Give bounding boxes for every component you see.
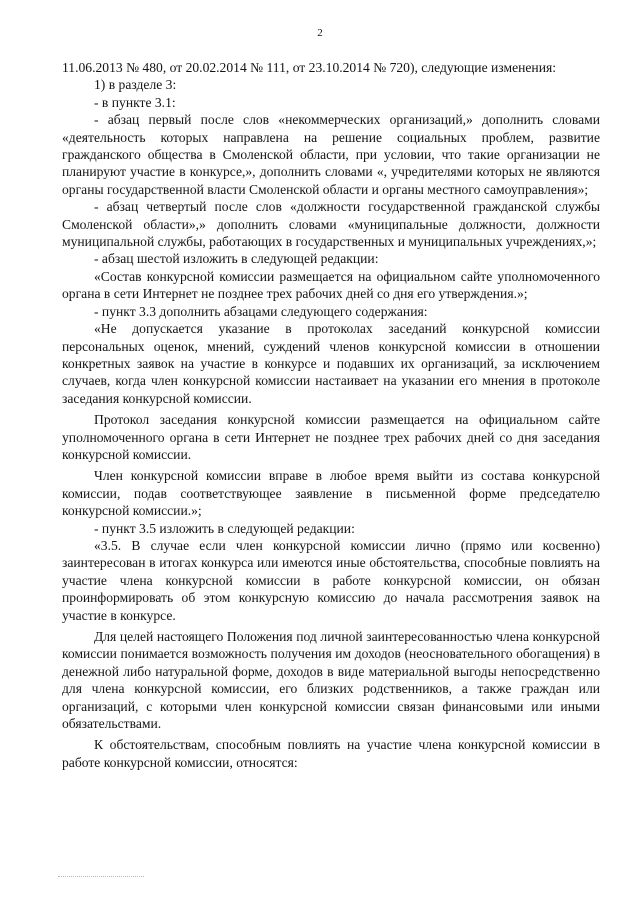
paragraph-point-3-5: - пункт 3.5 изложить в следующей редакции: — [94, 520, 355, 536]
paragraph-3-5-interest: «3.5. В случае если член конкурсной комиссии лично (прямо или косвенно) заинтересован в итогах конкурса или имеются иные обстоятельства, способные повлиять на участие члена конкурсной комиссии в работе конкурсной комиссии, он обязан проинформировать об этом конкурсную комиссию до начала рассмотрения заявок на участие в конкурсе. — [62, 537, 600, 623]
paragraph-section-3: 1) в разделе 3: — [94, 77, 177, 93]
paragraph-no-personal-assessments: «Не допускается указание в протоколах заседаний конкурсной комиссии персональных оценок, мнений, суждений членов конкурсной комиссии в отношении конкретных заявок на участие в конкурсе и подавших их организаций, за исключением случаев, когда член конкурсной комиссии настаивает на указании его мнения в протоколе заседания конкурсной комиссии. — [62, 321, 600, 406]
paragraph-protocol-publication: Протокол заседания конкурсной комиссии размещается на официальном сайте уполномоченного органа в сети Интернет не позднее трех рабочих дней со дня заседания конкурсной комиссии. — [62, 412, 600, 462]
paragraph-abzac-fourth: - абзац четвертый после слов «должности государственной гражданской службы Смоленской области»,» дополнить словами «муниципальные должности, должности муниципальной службы, работающих в государственных и муниципальных учреждениях,»; — [62, 199, 600, 250]
paragraph-abzac-first: - абзац первый после слов «некоммерческих организаций,» дополнить словами «деятельность которых направлена на решение социальных проблем, развитие гражданского общества в Смоленской области, при условии, что такие организации не планируют участие в конкурсе,», дополнить словами «, учредителями которых не являются органы государственной власти Смоленской области и органы местного самоуправления»; — [62, 112, 600, 197]
document-body — [62, 59, 600, 771]
page-number: 2 — [317, 27, 323, 39]
paragraph-circumstances: К обстоятельствам, способным повлиять на участие члена конкурсной комиссии в работе конкурсной комиссии, относятся: — [62, 737, 600, 770]
paragraph-intro: 11.06.2013 № 480, от 20.02.2014 № 111, от 23.10.2014 № 720), следующие изменения: — [62, 60, 556, 75]
paragraph-abzac-sixth: - абзац шестой изложить в следующей редакции: — [94, 251, 379, 267]
paragraph-point-3-3: - пункт 3.3 дополнить абзацами следующего содержания: — [94, 303, 428, 319]
paragraph-point-3-1: - в пункте 3.1: — [94, 94, 176, 110]
paragraph-member-withdrawal: Член конкурсной комиссии вправе в любое время выйти из состава конкурсной комиссии, подав соответствующее заявление в письменной форме председателю конкурсной комиссии.»; — [62, 468, 600, 519]
paragraph-commission-composition: «Состав конкурсной комиссии размещается на официальном сайте уполномоченного органа в сети Интернет не позднее трех рабочих дней со дня его утверждения.»; — [62, 268, 600, 302]
paragraph-personal-interest-definition: Для целей настоящего Положения под личной заинтересованностью члена конкурсной комиссии понимается возможность получения им доходов (неосновательного обогащения) в денежной либо натуральной форме, доходов в виде материальной выгоды непосредственно для члена конкурсной комиссии, его близких родственников, а также граждан или организаций, с которыми член конкурсной комиссии связан финансовыми или иными обязательствами. — [62, 629, 600, 732]
scan-artifact — [58, 876, 144, 879]
